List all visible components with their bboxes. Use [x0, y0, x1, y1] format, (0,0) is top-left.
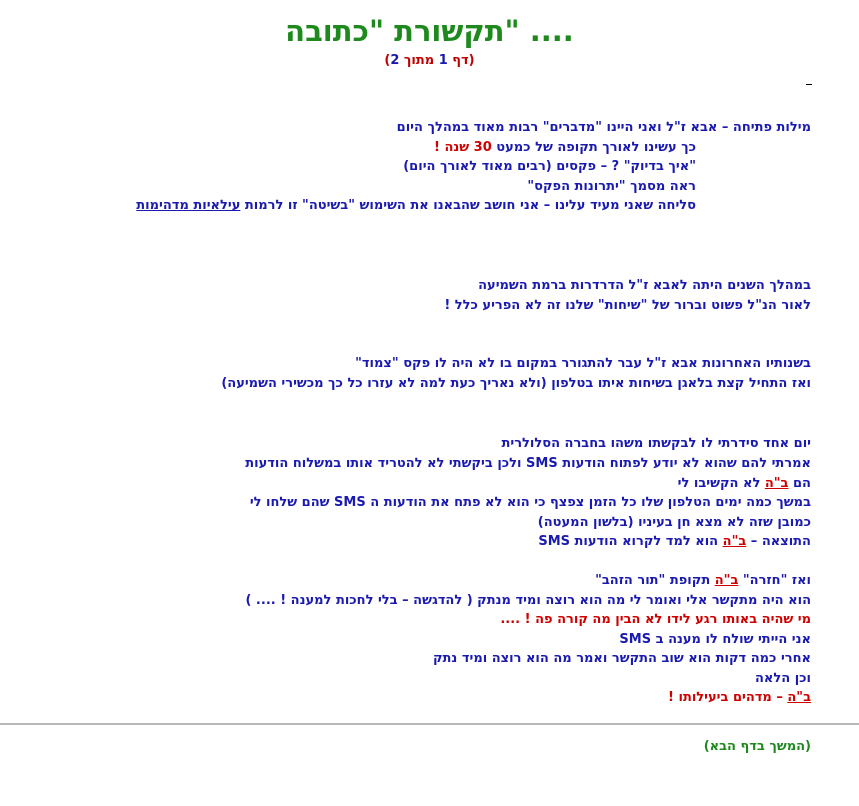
page-mid: מתוך [399, 53, 439, 68]
bh-mark: ב"ה [714, 572, 739, 588]
page-total: 2 [390, 53, 400, 68]
move-line-1: בשנותיו האחרונות אבא ז"ל עבר להתגורר במקום בו לא היה לו פקס "צמוד" [355, 356, 811, 372]
intro-line-5: סליחה שאני מעיד עלינו – אני חושב שהבאנו את השימוש "בשיטה" זו לרמות עילאיות מדהימות [136, 198, 696, 214]
page-current: 1 [438, 53, 448, 68]
section-intro [41, 118, 811, 216]
golden-line-1: ואז "חזרה" ב"ה תקופת "תור הזהב" [595, 572, 811, 588]
intro-line-1: מילות פתיחה – אבא ז"ל ואני היינו "מדברים" רבות מאוד במהלך היום [396, 120, 811, 135]
page-close: ) [384, 53, 391, 68]
sms-line-1: יום אחד סידרתי לו לבקשתו משהו בחברה הסלולרית [501, 436, 811, 452]
page-indicator [0, 53, 859, 68]
small-divider [806, 84, 812, 85]
page-title: תקשורת "כתובה" .... [285, 14, 574, 48]
sms-line-5: כמובן שזה לא מצא חן בעיניו (בלשון המעטה) [537, 514, 811, 530]
hearing-line-1: במהלך השנים היתה לאבא ז"ל הדרדרות ברמת השמיעה [478, 277, 811, 293]
sms-line-2: אמרתי להם שהוא לא יודע לפתוח הודעות SMS ולכן ביקשתי לא להטריד אותו במשלוח הודעות [245, 455, 811, 471]
amazing-levels-link: עילאיות מדהימות [136, 198, 241, 214]
bh-mark: ב"ה [722, 534, 747, 550]
golden-line-7: ב"ה – מדהים ביעילותו ! [668, 690, 811, 706]
footer-divider [0, 723, 859, 725]
section-move [41, 354, 811, 393]
page-open: (דף [447, 53, 475, 68]
move-line-2: ואז התחיל קצת בלאגן בשיחות איתו בטלפון (ולא נאריך כעת למה לא עזרו כל כך מכשירי השמיעה) [221, 375, 811, 391]
golden-line-2: הוא היה מתקשר אלי ואומר לי מה הוא רוצה ומיד מנתק ( להדגשה – בלי לחכות למענה ! .... ) [245, 592, 811, 608]
intro-line-2: כך עשינו לאורך תקופה של כמעט 30 שנה ! [434, 139, 696, 155]
bh-mark: ב"ה [787, 690, 811, 706]
golden-line-3: מי שהיה באותו רגע לידו לא הבין מה קורה פה ! .... [500, 612, 811, 628]
intro-line-3: "איך בדיוק" ? – פקסים (רבים מאוד לאורך היום) [403, 159, 696, 175]
intro-line-4: ראה מסמך "יתרונות הפקס" [527, 178, 696, 194]
golden-line-6: וכן הלאה [754, 670, 811, 686]
hearing-line-2: לאור הנ"ל פשוט וברור של "שיחות" שלנו זה לא הפריע כלל ! [444, 297, 811, 313]
golden-line-5: אחרי כמה דקות הוא שוב התקשר ואמר מה הוא רוצה ומיד נתק [432, 651, 811, 667]
continue-next-page-note: (המשך בדף הבא) [703, 739, 811, 754]
sms-line-4: במשך כמה ימים הטלפון שלו כל הזמן צפצף כי הוא לא פתח את הודעות ה SMS שהם שלחו לי [249, 495, 811, 511]
golden-line-4: אני הייתי שולח לו מענה ב SMS [619, 631, 811, 647]
bh-mark: ב"ה [764, 475, 789, 491]
sms-line-6: התוצאה – ב"ה הוא למד לקרוא הודעות SMS [538, 534, 811, 550]
thirty-years: 30 שנה ! [434, 139, 492, 155]
document-body [41, 118, 811, 708]
section-golden [41, 571, 811, 708]
section-hearing [41, 276, 811, 315]
section-sms [41, 434, 811, 552]
sms-line-3: הם ב"ה לא הקשיבו לי [677, 475, 811, 491]
